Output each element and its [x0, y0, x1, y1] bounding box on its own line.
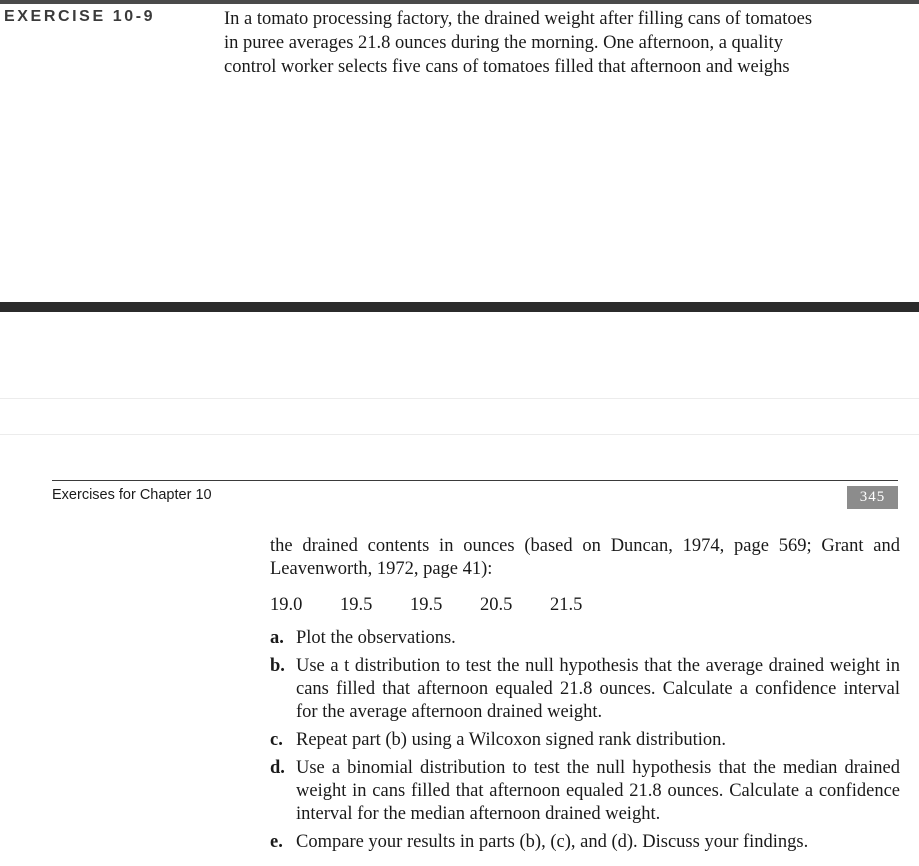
exercise-line: control worker selects five cans of tomatoes filled that afternoon and weighs: [224, 57, 790, 77]
exercise-line: in puree averages 21.8 ounces during the morning. One afternoon, a quality: [224, 33, 783, 53]
observation-value: 21.5: [550, 595, 583, 615]
observation-value: 20.5: [480, 595, 513, 615]
question-text: Use a binomial distribution to test the null hypothesis that the median drained weight in cans filled that afternoon equaled 21.8 ounces. Calculate a confidence interval for the median afternoon drained weight.: [296, 758, 900, 824]
running-head: Exercises for Chapter 10: [52, 487, 212, 503]
page-number-badge: 345: [847, 486, 898, 509]
observation-value: 19.0: [270, 595, 303, 615]
exercise-line: In a tomato processing factory, the drained weight after filling cans of tomatoes: [224, 9, 813, 29]
question-item: [270, 831, 900, 854]
question-text: Compare your results in parts (b), (c), and (d). Discuss your findings.: [296, 832, 809, 852]
question-item: [270, 729, 900, 752]
question-item: [270, 757, 900, 826]
observations-row: [270, 594, 900, 617]
intro-paragraph: the drained contents in ounces (based on Duncan, 1974, page 569; Grant and Leavenworth, 1972, page 41):: [270, 536, 900, 579]
question-item: [270, 627, 900, 650]
question-text: Plot the observations.: [296, 628, 456, 648]
exercise-body: [270, 535, 900, 859]
exercise-text: [224, 7, 864, 79]
scan-line: [0, 434, 919, 435]
running-head-rule: [52, 480, 898, 481]
question-marker: b.: [270, 656, 285, 676]
question-text: Repeat part (b) using a Wilcoxon signed rank distribution.: [296, 730, 726, 750]
question-marker: a.: [270, 628, 284, 648]
question-marker: c.: [270, 730, 283, 750]
exercise-label: EXERCISE 10-9: [4, 8, 156, 25]
question-list: [270, 627, 900, 854]
observation-value: 19.5: [340, 595, 373, 615]
scan-line: [0, 398, 919, 399]
question-marker: d.: [270, 758, 285, 778]
question-text: Use a t distribution to test the null hypothesis that the average drained weight in cans filled that afternoon equaled 21.8 ounces. Calculate a confidence interval for the average afternoon drained weight.: [296, 656, 900, 722]
top-page-rule: [0, 0, 919, 4]
observation-value: 19.5: [410, 595, 443, 615]
question-item: [270, 655, 900, 724]
page-separator: [0, 302, 919, 312]
question-marker: e.: [270, 832, 283, 852]
